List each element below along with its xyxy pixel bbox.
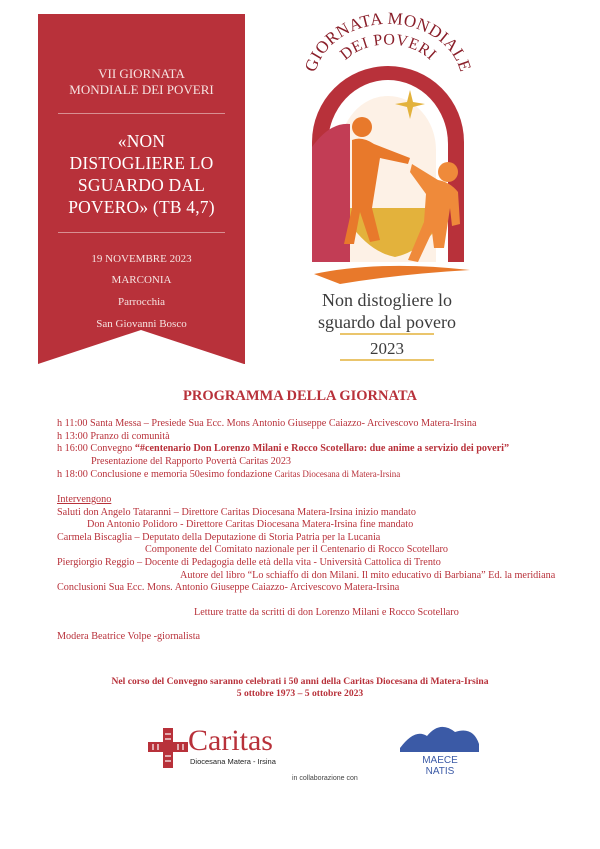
logo-arc-text-1: GIORNATA MONDIALE <box>300 12 475 75</box>
maecenatis-emblem <box>400 727 479 752</box>
readings-note: Letture tratte da scritti di don Lorenzo Milani e Rocco Scotellaro <box>194 606 459 618</box>
maecenatis-text-2: NATIS <box>425 766 455 777</box>
program-item: h 11:00 Santa Messa – Presiede Sua Ecc. Mons Antonio Giuseppe Caiazzo- Arcivescovo Matera-Irsina <box>57 418 477 429</box>
door-panel <box>312 124 350 262</box>
caritas-logo-text: Caritas <box>188 724 273 757</box>
program-item-text: h 18:00 Conclusione e memoria 50esimo fondazione <box>57 469 275 481</box>
moderator-note: Modera Beatrice Volpe -giornalista <box>57 631 201 643</box>
speaker-line: Autore del libro “Lo schiaffo di don Milani. Il mito educativo di Barbiana” Ed. la meridiana <box>180 569 556 581</box>
program-item-time: h 16:00 Convegno <box>57 443 135 455</box>
maecenatis-logo <box>395 718 485 778</box>
anniversary-note: Nel corso del Convegno saranno celebrati i 50 anni della Caritas Diocesana di Matera-Irsina 5 ottobre 1973 – 5 ottobre 2023 <box>111 676 489 699</box>
program-item-org: Caritas Diocesana di Matera-Irsina <box>274 469 401 480</box>
program-item <box>57 443 597 456</box>
banner-divider <box>58 232 225 233</box>
speaker-line: Conclusioni Sua Ecc. Mons. Antonio Giuseppe Caiazzo- Arcivescovo Matera-Irsina <box>57 582 400 594</box>
logo-motto-line1: Non distogliere lo <box>322 290 452 310</box>
logo-illustration <box>300 12 475 372</box>
caritas-cross-icon <box>148 726 188 770</box>
event-city: MARCONIA <box>111 274 172 286</box>
event-logo <box>300 12 475 372</box>
figure-left-head <box>352 117 372 137</box>
ground-swoosh <box>314 266 470 284</box>
speaker-line: Carmela Biscaglia – Deputato della Deputazione di Storia Patria per la Lucania <box>57 531 381 543</box>
banner-title: «NON DISTOGLIERE LO SGUARDO DAL POVERO» (TB 4,7) <box>68 131 215 217</box>
maecenatis-text-1: MAECE <box>422 755 458 766</box>
conference-title: “#centenario Don Lorenzo Milani e Rocco Scotellaro: due anime a servizio dei poveri” <box>134 443 510 455</box>
event-place-line1: Parrocchia <box>117 296 166 308</box>
figure-right-head <box>438 162 458 182</box>
program-item <box>57 468 597 482</box>
speaker-line: Don Antonio Polidoro - Direttore Caritas Diocesana Matera-Irsina fine mandato <box>87 519 414 531</box>
event-place-line2: San Giovanni Bosco <box>96 318 187 330</box>
logo-motto-line2: sguardo dal povero <box>318 312 456 332</box>
logo-year: 2023 <box>370 339 404 358</box>
speaker-line: Componente del Comitato nazionale per il Centenario di Rocco Scotellaro <box>145 544 448 556</box>
program-item: Presentazione del Rapporto Povertà Caritas 2023 <box>91 455 292 467</box>
banner-notch <box>38 330 244 364</box>
program-item: h 13:00 Pranzo di comunità <box>57 430 170 442</box>
svg-text:DEI POVERI <box>337 31 439 63</box>
banner-edition: VII GIORNATA MONDIALE DEI POVERI <box>69 66 214 97</box>
speakers-heading: Intervengono <box>57 493 112 505</box>
collaboration-label: in collaborazione con <box>292 775 358 782</box>
speaker-line: Piergiorgio Reggio – Docente di Pedagogia delle età della vita - Università Cattolica di Trento <box>57 556 441 568</box>
caritas-logo-subtitle: Diocesana Matera - Irsina <box>190 757 276 766</box>
banner-divider <box>58 113 225 114</box>
event-date: 19 NOVEMBRE 2023 <box>91 253 192 265</box>
program-heading: PROGRAMMA DELLA GIORNATA <box>183 388 417 404</box>
speaker-line: Saluti don Angelo Tataranni – Direttore Caritas Diocesana Matera-Irsina inizio mandato <box>57 506 416 518</box>
program-list <box>57 418 597 644</box>
logo-arc-text-2: DEI POVERI <box>337 31 440 64</box>
